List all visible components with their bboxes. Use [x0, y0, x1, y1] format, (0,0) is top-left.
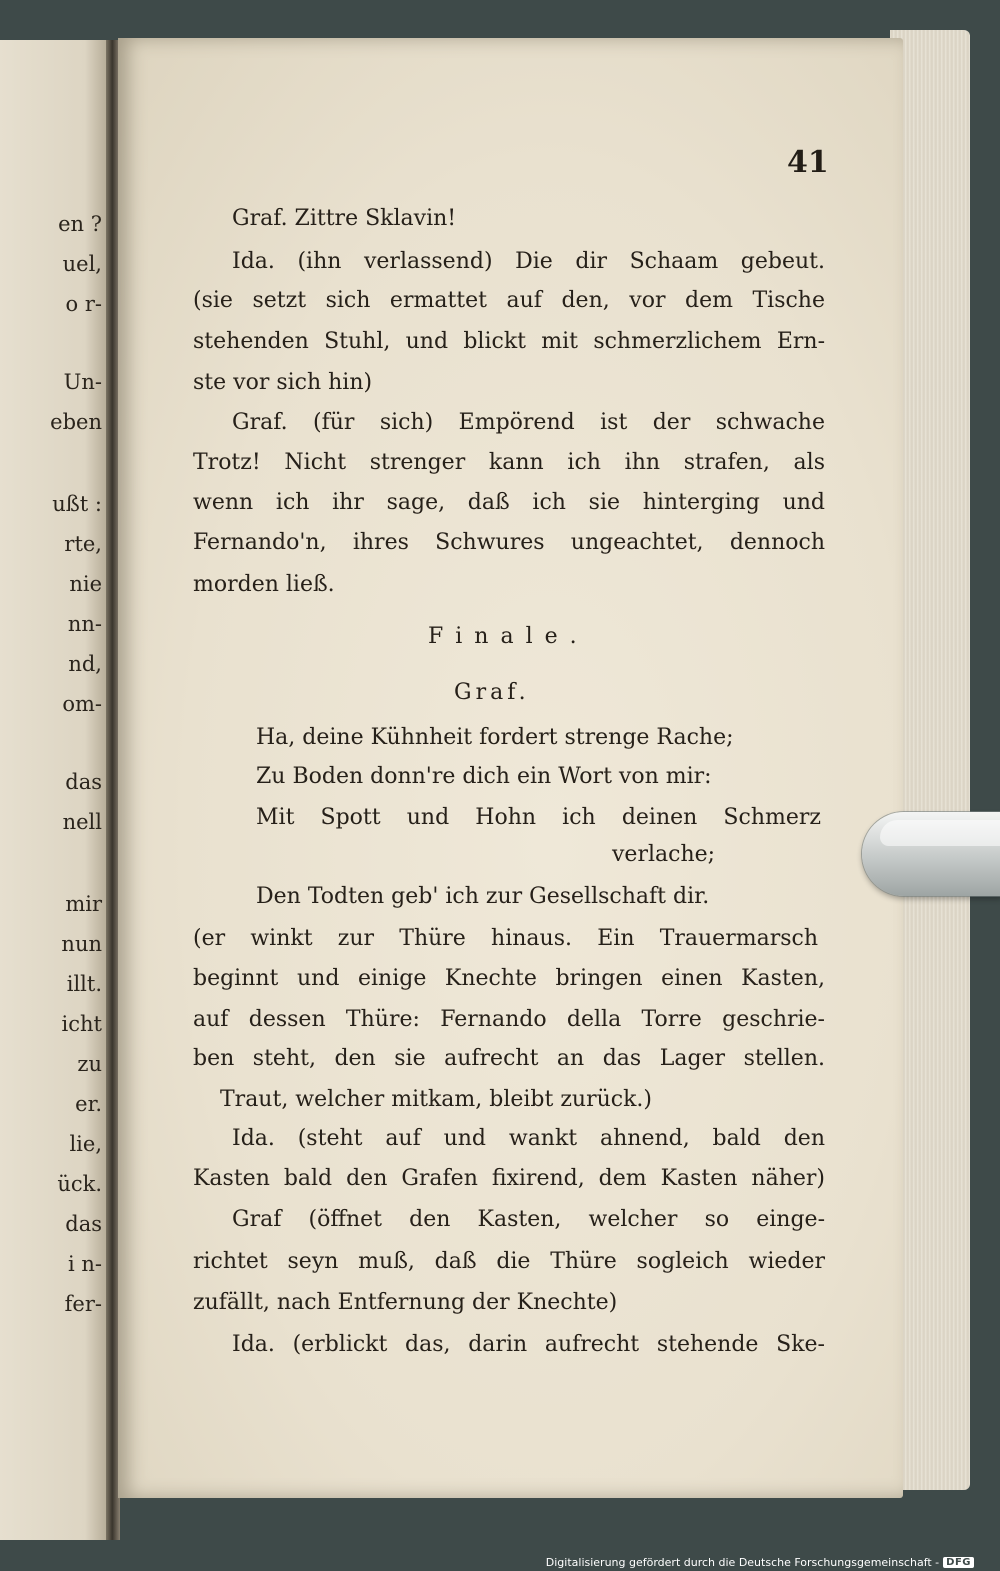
- left-page-fragment: icht: [61, 1012, 102, 1036]
- text-line: Kasten bald den Grafen fixirend, dem Kasten näher): [193, 1166, 825, 1191]
- left-page-fragment: das: [65, 770, 102, 794]
- left-page-fragment: nell: [62, 810, 102, 834]
- credit-text: Digitalisierung gefördert durch die Deutsche Forschungsgemeinschaft -: [545, 1556, 940, 1569]
- left-page-fragment: om-: [62, 692, 102, 716]
- left-page-fragment: fer-: [64, 1292, 102, 1316]
- left-page-fragment: er.: [75, 1092, 102, 1116]
- left-page-fragment: nd,: [68, 652, 102, 676]
- left-page: [0, 40, 106, 1540]
- left-page-fragment: i n-: [67, 1252, 102, 1276]
- text-line: auf dessen Thüre: Fernando della Torre geschrie-: [193, 1007, 825, 1032]
- text-line: ben steht, den sie aufrecht an das Lager stellen.: [193, 1046, 825, 1071]
- text-line: beginnt und einige Knechte bringen einen Kasten,: [193, 966, 825, 991]
- left-page-fragment: eben: [50, 410, 102, 434]
- verse-line: Zu Boden donn're dich ein Wort von mir:: [256, 764, 712, 789]
- left-page-fragment: ußt :: [52, 492, 102, 516]
- left-page-fragment: en ?: [58, 212, 102, 236]
- text-line: (sie setzt sich ermattet auf den, vor dem Tische: [193, 288, 825, 313]
- page-number: 41: [787, 145, 829, 180]
- left-page-fragment: nun: [61, 932, 102, 956]
- left-page-fragment: mir: [65, 892, 102, 916]
- verse-line: Ha, deine Kühnheit fordert strenge Rache;: [256, 725, 734, 750]
- text-line: Graf (öffnet den Kasten, welcher so einge-: [232, 1207, 825, 1232]
- left-page-fragment: nn-: [67, 612, 102, 636]
- text-line: zufällt, nach Entfernung der Knechte): [193, 1290, 618, 1315]
- bookmark-highlight: [880, 820, 1000, 846]
- text-line: Ida. (ihn verlassend) Die dir Schaam gebeut.: [232, 249, 825, 274]
- verse-line: Mit Spott und Hohn ich deinen Schmerz: [256, 805, 821, 830]
- left-page-fragment: illt.: [66, 972, 102, 996]
- speaker-heading: Graf.: [454, 680, 530, 705]
- left-page-fragment: nie: [69, 572, 102, 596]
- text-line: Graf. Zittre Sklavin!: [232, 206, 457, 231]
- text-line: (er winkt zur Thüre hinaus. Ein Trauermarsch: [193, 926, 818, 951]
- text-line: Ida. (steht auf und wankt ahnend, bald den: [232, 1126, 825, 1151]
- text-line: stehenden Stuhl, und blickt mit schmerzlichem Ern-: [193, 329, 825, 354]
- left-page-fragment: uel,: [62, 252, 102, 276]
- left-page-fragment: rte,: [64, 532, 102, 556]
- text-line: Traut, welcher mitkam, bleibt zurück.): [220, 1087, 653, 1112]
- left-page-fragment: das: [65, 1212, 102, 1236]
- digitization-credit: [546, 1556, 974, 1569]
- text-line: morden ließ.: [193, 572, 335, 597]
- text-line: wenn ich ihr sage, daß ich sie hinterging und: [193, 490, 825, 515]
- text-line: Fernando'n, ihres Schwures ungeachtet, dennoch: [193, 530, 825, 555]
- verse-line: Den Todten geb' ich zur Gesellschaft dir.: [256, 884, 710, 909]
- text-line: Ida. (erblickt das, darin aufrecht stehende Ske-: [232, 1332, 825, 1357]
- dfg-logo-icon: DFG: [943, 1557, 974, 1568]
- left-page-fragment: o r-: [65, 292, 102, 316]
- text-line: richtet seyn muß, daß die Thüre sogleich wieder: [193, 1249, 825, 1274]
- text-line: Graf. (für sich) Empörend ist der schwache: [232, 410, 825, 435]
- text-line: ste vor sich hin): [193, 370, 373, 395]
- left-page-fragment: lie,: [69, 1132, 102, 1156]
- left-page-fragment: Un-: [63, 370, 102, 394]
- verse-line: verlache;: [612, 842, 716, 867]
- text-line: Trotz! Nicht strenger kann ich ihn strafen, als: [193, 450, 825, 475]
- left-page-fragment: ück.: [57, 1172, 102, 1196]
- section-heading: Finale.: [428, 624, 589, 649]
- left-page-fragment: zu: [77, 1052, 102, 1076]
